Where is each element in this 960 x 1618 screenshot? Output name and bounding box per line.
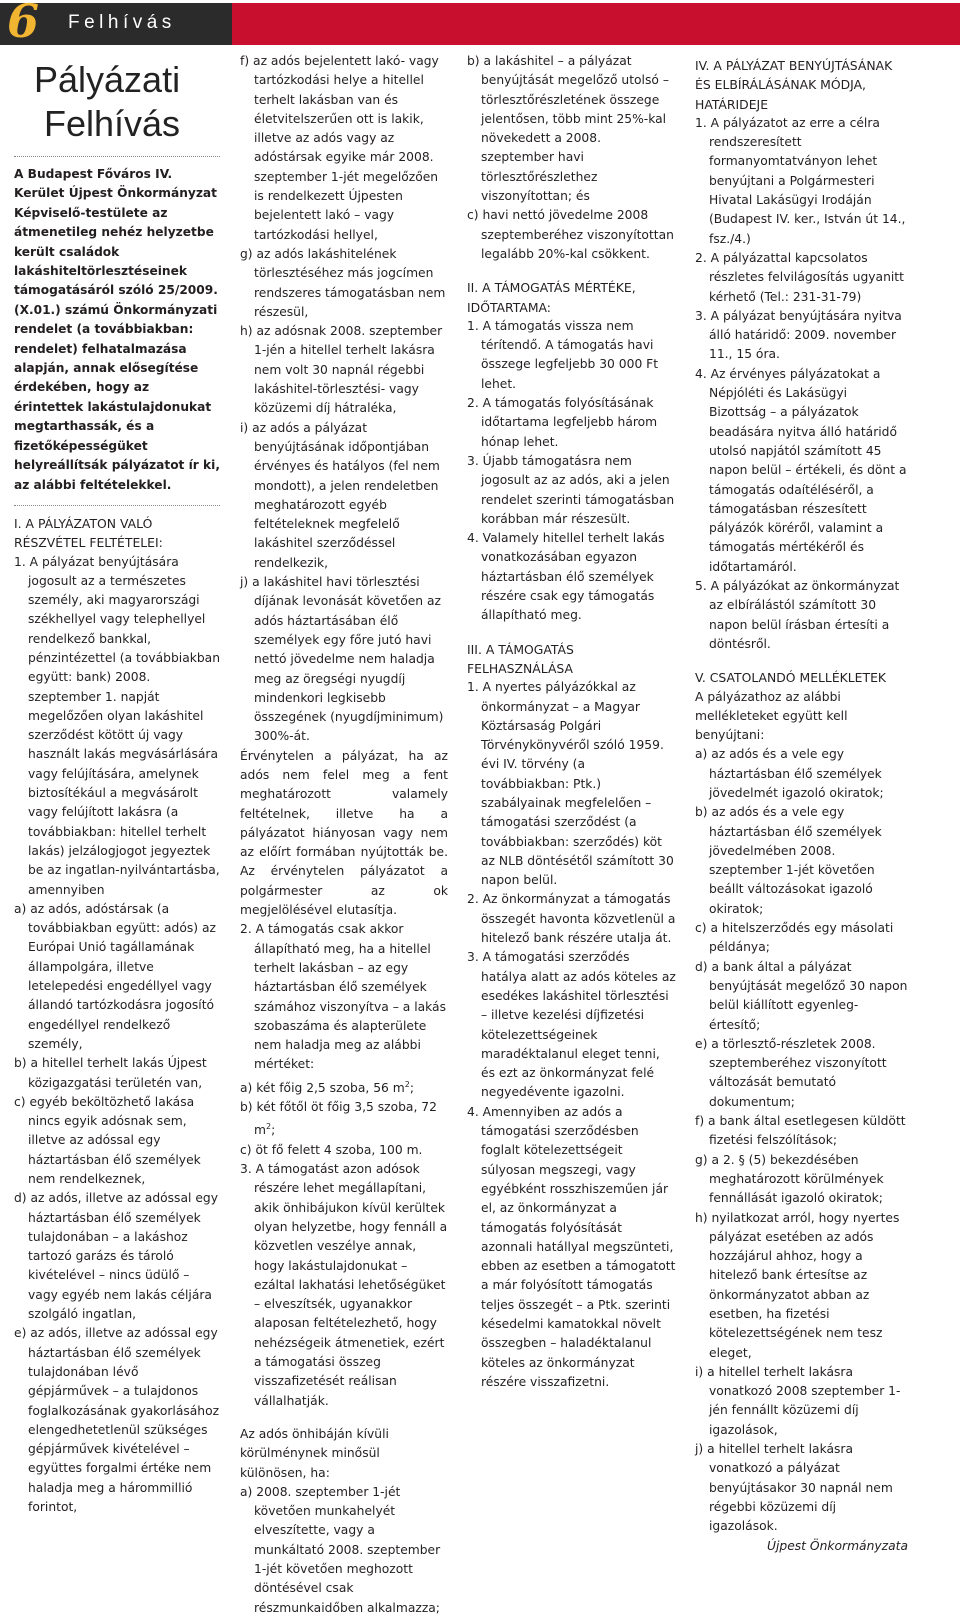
list-item: e) a törlesztő-részletek 2008. szeptemberéhez viszonyított változását bemutató dokumentum; <box>695 1036 887 1109</box>
list-item: 2. Az önkormányzat a támogatás összegét havonta közvetlenül a hitelező bank részére utalja át. <box>467 892 676 946</box>
list-item: f) az adós bejelentett lakó- vagy tartózkodási helye a hitellel terhelt lakásban van és életvitelszerűen ott is lakik, illetve az adós vagy az adóstársak egyike már 2008. szeptember 1-jét megelőzően is rendelkezett Újpesten bejelentett lakó – vagy tartózkodási hellyel, <box>240 54 439 242</box>
column-1 <box>14 58 220 1517</box>
column-3 <box>467 52 677 1392</box>
paragraph: A pályázathoz az alábbi mellékleteket együtt kell benyújtani: <box>695 689 848 743</box>
list-item: 3. A támogatási szerződés hatálya alatt az adós köteles az esedékes lakáshitel törlesztési – illetve kezelési díjfizetési kötelezettségeinek maradéktalanul eleget tenni, és ezt az önkormányzat felé negyedévente igazolni. <box>467 950 676 1100</box>
divider <box>14 156 220 157</box>
list-item: a) az adós, adóstársak (a továbbiakban együtt: adós) az Európai Unió tagállamának állampolgára, illetve letelepedési engedéllyel vagy állandó tartózkodásra jogosító engedéllyel rendelkező személy, <box>14 901 216 1051</box>
list-item: 1. A pályázat benyújtására jogosult az a természetes személy, aki magyarországi székhellyel vagy telephellyel rendelkező bankkal, pénzintézettel (a továbbiakban együtt: bank) 2008. szeptember 1. napját megelőzően olyan lakáshitel szerződést kötött új vagy használt lakás megvásárlására vagy felújítására, amelynek biztosítékául a megvásárolt vagy felújított lakásra (a továbbiakban: hitellel terhelt lakás) jelzálogjogot jegyeztek be az ingatlan-nyilvántartásba, amennyiben <box>14 554 220 897</box>
paragraph: Az adós önhibáján kívüli körülménynek minősül különösen, ha: <box>240 1426 389 1480</box>
column-4 <box>695 52 908 1556</box>
list-item: a) két főig 2,5 szoba, 56 $m^2$; <box>240 1079 414 1095</box>
page-number: 6 <box>7 0 40 48</box>
list-item: 5. A pályázókat az önkormányzat az elbírálástól számított 30 napon belül írásban értesíti a döntésről. <box>695 579 900 651</box>
list-item: e) az adós, illetve az adóssal egy háztartásban élő személyek tulajdonában lévő gépjárművek – a tulajdonos foglalkozásának gyakorlásához elengedhetetlenül szükséges gépjárművek kivételével – együttes forgalmi értéke nem haladja meg a hárommillió forintot, <box>14 1326 220 1515</box>
list-item: d) a bank által a pályázat benyújtását megelőző 30 napon belül kiállított egyenleg-értesítő; <box>695 959 908 1032</box>
list-item: 1. A pályázatot az erre a célra rendszeresített formanyomtatványon lehet benyújtani a Polgármesteri Hivatal Lakásügyi Irodáján (Budapest IV. ker., István út 14., fsz./4.) <box>695 115 906 246</box>
list-item: h) nyilatkozat arról, hogy nyertes pályázat esetében az adós hozzájárul ahhoz, hogy a hitelező bank értesítse az önkormányzatot abban az esetben, ha fizetési kötelezettségének nem tesz eleget, <box>695 1210 900 1360</box>
list-item: b) két főtől öt főig 3,5 szoba, 72 $m^2$; <box>240 1100 437 1138</box>
column-2 <box>240 52 448 1618</box>
list-item: 1. A nyertes pályázókkal az önkormányzat – a Magyar Köztársaság Polgári Törvénykönyvéről szóló 1959. évi IV. törvény (a továbbiakban: Ptk.) szabályainak megfelelően – támogatási szerződést (a továbbiakban: szerződés) köt az NLB döntésétől számított 30 napon belül. <box>467 680 674 888</box>
list-item: a) az adós és a vele egy háztartásban élő személyek jövedelmét igazoló okiratok; <box>695 747 884 800</box>
list-item: h) az adósnak 2008. szeptember 1-jén a hitellel terhelt lakásra nem volt 30 napnál régebbi lakáshitel-törlesztési- vagy közüzemi díj hátraléka, <box>240 324 443 416</box>
page-header <box>0 0 960 48</box>
list-item: i) a hitellel terhelt lakásra vonatkozó 2008 szeptember 1-jén fennállt közüzemi díj igazolások, <box>695 1364 901 1437</box>
list-item: 3. A támogatást azon adósok részére lehet megállapítani, akik önhibájukon kívül kerültek olyan helyzetbe, hogy fennáll a közvetlen veszélye annak, hogy lakástulajdonukat – ezáltal lakhatási lehetőségüket – elveszítsék, ugyanakkor alaposan feltételezhető, hogy nehézségeik átmenetiek, ezért a támogatási összeg visszafizetését reálisan vállalhatják. <box>240 1162 448 1408</box>
list-item: c) öt fő felett 4 szoba, 100 m. <box>240 1142 423 1157</box>
list-item: f) a bank által esetlegesen küldött fizetési felszólítások; <box>695 1114 906 1148</box>
spacer <box>695 654 908 668</box>
list-item: 4. Valamely hitellel terhelt lakás vonatkozásában egyazon háztartásban élő személyek részére csak egy támogatás állapítható meg. <box>467 531 665 623</box>
spacer <box>240 1411 448 1425</box>
divider <box>14 505 220 506</box>
list-item: j) a lakáshitel havi törlesztési díjának levonását követően az adós háztartásában élő személyek egy főre jutó havi nettó jövedelme nem haladja meg az öregségi nyugdíj mindenkori legkisebb összegének (nyugdíjminimum) 300%-át. <box>240 575 444 744</box>
section-heading-3: III. A TÁMOGATÁS FELHASZNÁLÁSA <box>467 641 574 676</box>
list-item: 4. Az érvényes pályázatokat a Népjóléti és Lakásügyi Bizottság – a pályázatok beadására nyitva álló határidő utolsó napjától számított 45 napon belül – értékeli, és dönt a támogatás odaítéléséről, a támogatásban részesített pályázók köréről, valamint a támogatás mértékéről és időtartamáról. <box>695 366 907 574</box>
list-item: g) az adós lakáshitelének törlesztéséhez más jogcímen rendszeres támogatásban nem részesül, <box>240 246 446 319</box>
list-item: 1. A támogatás vissza nem térítendő. A támogatás havi összege legfeljebb 30 000 Ft lehet. <box>467 318 659 391</box>
spacer <box>467 264 677 278</box>
paragraph: Érvénytelen a pályázat, ha az adós nem felel meg a fent meghatározott valamely feltételnek, illetve ha a pályázatot hiányosan vagy nem az előírt formában nyújtották be. Az érvénytelen pályázatot a polgármester az ok megjelölésével elutasítja. <box>240 748 448 918</box>
list-item: 2. A támogatás folyósításának időtartama legfeljebb három hónap lehet. <box>467 396 658 449</box>
list-item: c) egyéb beköltözhető lakása nincs egyik adósnak sem, illetve az adóssal egy háztartásban élő személyek nem rendelkeznek, <box>14 1094 201 1186</box>
list-item: 4. Amennyiben az adós a támogatási szerződésben foglalt kötelezettségeit súlyosan megszegi, vagy egyébként rosszhiszeműen jár el, az önkormányzat a támogatás folyósítását azonnali hatállyal megszünteti, ebben az esetben a támogatott a már folyósított támogatás teljes összegét – a Ptk. szerinti késedelmi kamatokkal növelt összegben – haladéktalanul köteles az önkormányzat részére visszafizetni. <box>467 1104 676 1389</box>
header-red-band <box>232 3 960 45</box>
list-item: 2. A támogatás csak akkor állapítható meg, ha a hitellel terhelt lakásban – az egy háztartásban élő személyek számához viszonyítva – a lakás szobaszáma és alapterülete nem haladja meg az alábbi mértéket: <box>240 922 447 1072</box>
lead-paragraph: A Budapest Főváros IV. Kerület Újpest Önkormányzat Képviselő-testülete az átmenetileg nehéz helyzetbe került családok lakáshiteltörlesztéseinek támogatásáról szóló 25/2009. (X.01.) számú Önkormányzati rendelet (a továbbiakban: rendelet) felhatalmazása alapján, annak elősegítése érdekében, hogy az érintettek lakástulajdonukat megtarthassák, és a fizetőképességüket helyreállítsák pályázatot ír ki, az alábbi feltételekkel. <box>14 167 220 492</box>
section-heading-2: II. A TÁMOGATÁS MÉRTÉKE, IDŐTARTAMA: <box>467 280 636 315</box>
page-title: Pályázati Felhívás <box>34 59 181 144</box>
list-item: c) havi nettó jövedelme 2008 szeptemberéhez viszonyítottan legalább 20%-kal csökkent. <box>467 208 674 261</box>
section-heading-5: V. CSATOLANDÓ MELLÉKLETEK <box>695 670 887 686</box>
section-heading-4: IV. A PÁLYÁZAT BENYÚJTÁSÁNAK ÉS ELBÍRÁLÁSÁNAK MÓDJA, HATÁRIDEJE <box>695 58 893 112</box>
list-item: i) az adós a pályázat benyújtásának időpontjában érvényes és hatályos (fel nem mondott), a jelen rendeletben meghatározott egyéb feltételeknek megfelelő lakáshitel szerződéssel rendelkezik, <box>240 420 440 570</box>
list-item: d) az adós, illetve az adóssal egy háztartásban élő személyek tulajdonában – a lakáshoz tartozó garázs és tároló kivételével – nincs üdülő – vagy egyéb nem lakás céljára szolgáló ingatlan, <box>14 1191 218 1322</box>
signature: Újpest Önkormányzata <box>766 1538 908 1553</box>
list-item: b) a lakáshitel – a pályázat benyújtását megelőző utolsó – törlesztőrészletének összege jelentősen, több mint 25%-kal növekedett a 2008. szeptember havi törlesztőrészlethez viszonyítottan; és <box>467 54 669 204</box>
list-item: 3. A pályázat benyújtására nyitva álló határidő: 2009. november 11., 15 óra. <box>695 308 902 362</box>
list-item: g) a 2. § (5) bekezdésében meghatározott körülmények fennállását igazoló okiratok; <box>695 1152 884 1206</box>
list-item: a) 2008. szeptember 1-jét követően munkahelyét elveszítette, vagy a munkáltató 2008. szeptember 1-jét követően meghozott döntésével csak részmunkaidőben alkalmazza; <box>240 1484 441 1615</box>
list-item: b) a hitellel terhelt lakás Újpest közigazgatási területén van, <box>14 1056 207 1090</box>
list-item: b) az adós és a vele egy háztartásban élő személyek jövedelmében 2008. szeptember 1-jét követően beállt változásokat igazoló okiratok; <box>695 805 882 916</box>
list-item: c) a hitelszerződés egy másolati példánya; <box>695 921 894 955</box>
section-heading-1: I. A PÁLYÁZATON VALÓ RÉSZVÉTEL FELTÉTELEI: <box>14 515 163 551</box>
spacer <box>467 626 677 640</box>
list-item: 2. A pályázattal kapcsolatos részletes felvilágosítás ugyanitt kérhető (Tel.: 231-31-79) <box>695 250 904 304</box>
section-title: Felhívás <box>68 12 176 33</box>
list-item: j) a hitellel terhelt lakásra vonatkozó a pályázat benyújtásakor 30 napnál nem régebbi közüzemi díj igazolások. <box>695 1442 893 1534</box>
list-item: 3. Újabb támogatásra nem jogosult az az adós, aki a jelen rendelet szerinti támogatásban korábban már részesült. <box>467 453 675 526</box>
